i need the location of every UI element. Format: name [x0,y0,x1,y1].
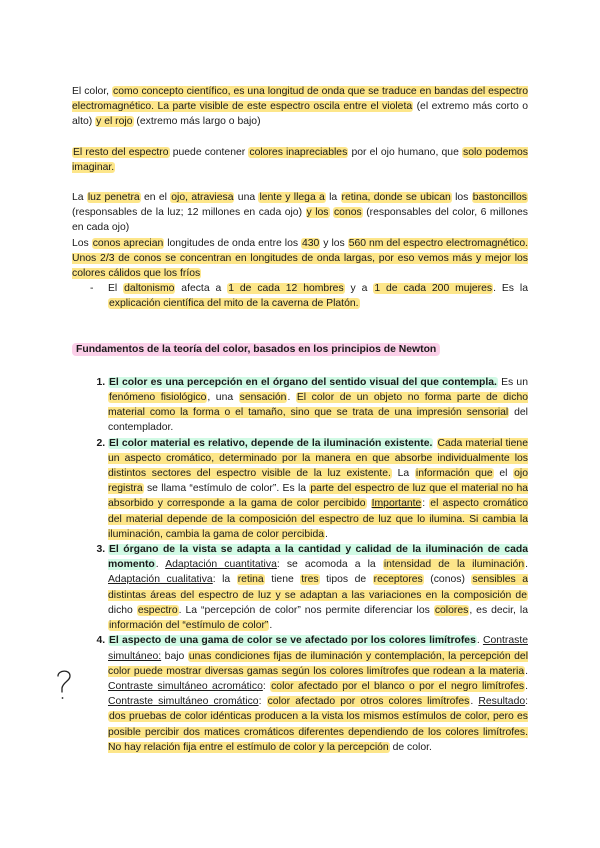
highlight: conos aprecian [92,237,164,249]
highlight: ojo registra [108,468,528,495]
underlined-term: Contraste simultáneo cromático [108,696,259,708]
highlight: Cada material tiene un aspecto cromático, determinado por la manera en que absorbe individualmente los distintos sectores del espectro visible de la luz existente. [108,437,528,480]
highlight: El color de un objeto no forma parte de dicho material como la forma o el tamaño, sino que se trata de una impresión sensorial [108,392,528,419]
numbered-list [72,375,528,755]
list-item-daltonismo: - El daltonismo afecta a 1 de cada 12 hombres y a 1 de cada 200 mujeres. Es la explicación científica del mito de la caverna de Platón. [108,281,528,311]
highlight: sensación [239,392,287,404]
highlight: El resto del espectro [73,146,169,158]
highlight: dos pruebas de color idénticas producen a la vista los mismos estímulos de color, pero es posible percibir dos matices cromáticos diferentes dependiendo de los colores limítrofes. No hay relación fija entre el estímulo de color y la percepción [108,711,528,753]
highlight: intensidad de la iluminación [383,559,525,571]
paragraph-cones: Los conos aprecian longitudes de onda entre los 430 y los 560 nm del espectro electromagnético. Unos 2/3 de conos se concentran en longitudes de onda largas, por eso vemos más y mejor los colores cálidos que los fríos [72,237,529,280]
highlight: y el rojo [96,116,133,128]
underlined-term: Contraste simultáneo acromático [108,680,263,692]
underlined-term: Adaptación cuantitativa [165,559,277,571]
highlight: color afectado por el blanco o por el negro limítrofes [271,680,525,692]
highlight: retina [237,574,264,586]
underlined-term: Resultado [478,696,526,708]
list-item-3: 3. El órgano de la vista se adapta a la cantidad y calidad de la iluminación de cada momento. Adaptación cuantitativa: se acomoda a la intensidad de la iluminación. Adaptación cualitativa: la retina tiene tres tipos de receptores (conos) sensibles a distintas áreas del espectro de luz y se adaptan a las variaciones en la composición de dicho espectro. La “percepción de color” nos permite diferenciar los colores, es decir, la información del “estímulo de color”. [108,542,528,633]
highlight: como concepto científico, es una longitud de onda que se traduce en bandas del espectro electromagnético. La parte visible de este espectro oscila entre el violeta [72,86,528,113]
highlight: ojo, atraviesa [171,192,234,204]
highlight: unas condiciones fijas de iluminación y contemplación, la percepción del color puede mostrar diversas gamas según los colores limítrofes que rodean a la materia [108,650,529,677]
highlight: parte del espectro de luz que el material no ha absorbido y corresponde a la gama de color percibido [108,483,528,510]
highlight: tres [301,574,319,586]
document-page [72,84,528,755]
paragraph-rest-of-spectrum: El resto del espectro puede contener colores inapreciables por el ojo humano, que solo podemos imaginar. [72,146,528,173]
item-title: El color es una percepción en el órgano del sentido visual del que contempla. [109,376,497,388]
item-title: El órgano de la vista se adapta a la cantidad y calidad de la iluminación de cada momento [108,544,528,571]
highlight: información que [415,468,493,480]
highlight: 430 [302,237,320,249]
underlined-term: Contraste simultáneo: [108,635,528,662]
highlight: 1 de cada 12 hombres [228,283,344,295]
handwritten-question-mark-icon [54,668,74,702]
highlight: conos [333,207,362,219]
highlight: bastoncillos [472,192,527,204]
bullet-list [72,281,528,311]
highlight: lente y llega a [259,192,325,204]
highlight: colores [434,604,469,616]
highlight: 1 de cada 200 mujeres [374,283,493,295]
highlight: el aspecto cromático del material depende de la composición del espectro de luz que lo ilumina. Si cambia la iluminación, cambia la gama de color percibida [108,498,529,540]
highlight: explicación científica del mito de la caverna de Platón. [109,298,359,310]
list-item-2: 2. El color material es relativo, depende de la iluminación existente. Cada material tiene un aspecto cromático, determinado por la manera en que absorbe individualmente los distintos sectores del espectro visible de la luz existente. La información que el ojo registra se llama “estímulo de color”. Es la parte del espectro de luz que el material no ha absorbido y corresponde a la gama de color percibido Importante: el aspecto cromático del material depende de la composición del espectro de luz que lo ilumina. Si cambia la iluminación, cambia la gama de color percibida. [108,436,528,542]
paragraph-color-definition: El color, como concepto científico, es una longitud de onda que se traduce en bandas del espectro electromagnético. La parte visible de este espectro oscila entre el violeta (el extremo más corto o alto) y el rojo (extremo más largo o bajo) [72,86,528,128]
highlight: y los [306,207,329,219]
list-item-4: 4. El aspecto de una gama de color se ve afectado por los colores limítrofes. Contraste simultáneo: bajo unas condiciones fijas de iluminación y contemplación, la percepción del color puede mostrar diversas gamas según los colores limítrofes que rodean a la materia. Contraste simultáneo acromático: color afectado por el blanco o por el negro limítrofes. Contraste simultáneo cromático: color afectado por otros colores limítrofes. Resultado: dos pruebas de color idénticas producen a la vista los mismos estímulos de color, pero es posible percibir dos matices cromáticos diferentes dependiendo de los colores limítrofes. No hay relación fija entre el estímulo de color y la percepción de color. [108,633,528,755]
highlight: información del “estímulo de color” [109,620,269,632]
highlight: fenómeno fisiológico [109,392,207,404]
section-heading [72,342,528,357]
highlight: retina, donde se ubican [341,192,451,204]
highlight: daltonismo [124,283,175,295]
highlight: 560 nm del espectro electromagnético. Unos 2/3 de conos se concentran en longitudes de onda largas, por eso vemos más y mejor los colores cálidos que los fríos [72,237,529,280]
item-title: El aspecto de una gama de color se ve afectado por los colores limítrofes [109,635,476,647]
highlight: espectro [137,604,178,616]
highlight: receptores [373,574,423,586]
list-item-1: 1. El color es una percepción en el órgano del sentido visual del que contempla. Es un fenómeno fisiológico, una sensación. El color de un objeto no forma parte de dicho material como la forma o el tamaño, sino que se trata de una impresión sensorial del contemplador. [108,375,528,436]
heading-highlight: Fundamentos de la teoría del color, basados en los principios de Newton [72,343,440,356]
underlined-term: Adaptación cualitativa [108,574,213,586]
highlight: solo podemos imaginar. [72,146,528,173]
highlight: color afectado por otros colores limítrofes [267,696,470,708]
item-title: El color material es relativo, depende de la iluminación existente. [109,437,433,449]
highlight: luz penetra [87,192,140,204]
paragraph-eye-anatomy: La luz penetra en el ojo, atraviesa una lente y llega a la retina, donde se ubican los bastoncillos (responsables de la luz; 12 millones en cada ojo) y los conos (responsables del color, 6 millones en cada ojo) [72,192,528,234]
underlined-term: Importante [371,498,422,510]
highlight: sensibles a distintas áreas del espectro de luz y se adaptan a las variaciones en la composición de [108,574,529,601]
highlight: colores inapreciables [249,146,348,158]
